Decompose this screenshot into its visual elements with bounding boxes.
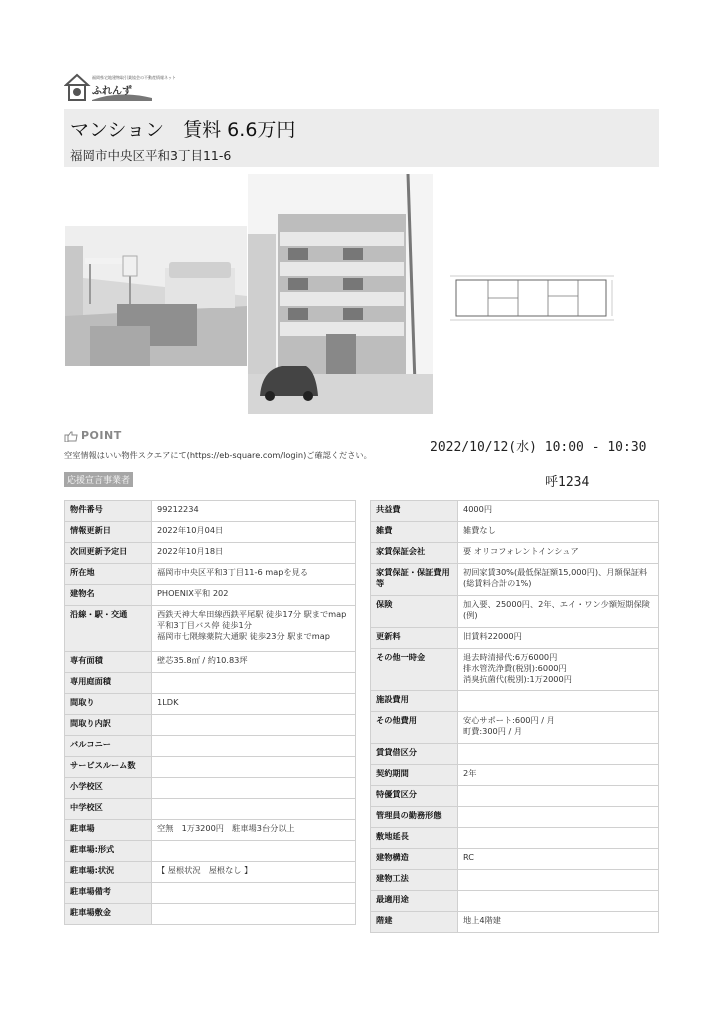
table-row <box>65 652 356 673</box>
row-label: 中学校区 <box>65 799 152 820</box>
row-label: 共益費 <box>371 501 458 522</box>
interior-photo[interactable] <box>65 226 247 366</box>
table-row <box>371 786 659 807</box>
table-row <box>371 649 659 691</box>
row-label: 沿線・駅・交通 <box>65 606 152 652</box>
logo-name: ふれんず <box>92 86 132 97</box>
table-row <box>65 757 356 778</box>
row-value: 1LDK <box>152 694 356 715</box>
row-label: 小学校区 <box>65 778 152 799</box>
support-badge: 応援宣言事業者 <box>64 472 133 487</box>
table-row <box>65 841 356 862</box>
table-row <box>371 712 659 744</box>
row-label: 保険 <box>371 596 458 628</box>
table-row <box>65 606 356 652</box>
floorplan-image[interactable] <box>448 272 620 324</box>
row-label: 雑費 <box>371 522 458 543</box>
table-row <box>65 736 356 757</box>
row-value: 西鉄天神大牟田線西鉄平尾駅 徒歩17分 駅までmap 平和3丁目バス停 徒歩1分 福岡市七隈線薬院大通駅 徒歩23分 駅までmap <box>152 606 356 652</box>
row-value <box>152 904 356 925</box>
table-row <box>371 807 659 828</box>
row-label: サービスルーム数 <box>65 757 152 778</box>
listing-header <box>64 109 659 167</box>
row-label: 管理員の勤務形態 <box>371 807 458 828</box>
row-value: 壁芯35.8㎡ / 約10.83坪 <box>152 652 356 673</box>
table-row <box>65 904 356 925</box>
row-label: 建物構造 <box>371 849 458 870</box>
table-row <box>371 691 659 712</box>
row-label: 駐車場 <box>65 820 152 841</box>
vacancy-notice: 空室情報はいい物件スクエアにて(https://eb-square.com/login)ご確認ください。 <box>64 450 372 460</box>
point-label: POINT <box>81 429 122 442</box>
table-row <box>65 715 356 736</box>
table-row <box>371 564 659 596</box>
row-label: 建物工法 <box>371 870 458 891</box>
table-row <box>65 673 356 694</box>
table-row <box>65 585 356 606</box>
row-value: 99212234 <box>152 501 356 522</box>
table-row <box>371 849 659 870</box>
row-label: 敷地延長 <box>371 828 458 849</box>
row-label: 契約期間 <box>371 765 458 786</box>
table-row <box>65 799 356 820</box>
row-value <box>152 757 356 778</box>
row-value: 2022年10月04日 <box>152 522 356 543</box>
row-value <box>152 715 356 736</box>
row-value: 2022年10月18日 <box>152 543 356 564</box>
call-code: 呼1234 <box>545 475 590 490</box>
row-label: 施設費用 <box>371 691 458 712</box>
row-label: 最適用途 <box>371 891 458 912</box>
listing-title: マンション 賃料 6.6万円 <box>70 119 296 141</box>
row-value <box>152 841 356 862</box>
row-value <box>458 807 659 828</box>
table-row <box>65 564 356 585</box>
table-row <box>371 543 659 564</box>
row-value: 雑費なし <box>458 522 659 543</box>
row-value <box>152 778 356 799</box>
row-value: 2年 <box>458 765 659 786</box>
row-label: 家賃保証会社 <box>371 543 458 564</box>
row-value: 福岡市中央区平和3丁目11-6 mapを見る <box>152 564 356 585</box>
table-row <box>371 828 659 849</box>
point-heading <box>64 429 122 442</box>
row-label: 駐車場敷金 <box>65 904 152 925</box>
row-label: 物件番号 <box>65 501 152 522</box>
table-row <box>65 820 356 841</box>
listing-address: 福岡市中央区平和3丁目11-6 <box>70 148 232 163</box>
row-value: 空無 1万3200円 駐車場3台分以上 <box>152 820 356 841</box>
row-value <box>458 691 659 712</box>
table-row <box>371 891 659 912</box>
table-row <box>371 596 659 628</box>
row-label: 間取り <box>65 694 152 715</box>
row-label: 駐車場備考 <box>65 883 152 904</box>
row-value <box>152 736 356 757</box>
row-value: 退去時清掃代:6万6000円 排水管洗浄費(税別):6000円 消臭抗菌代(税別):1万2000円 <box>458 649 659 691</box>
table-row <box>371 765 659 786</box>
table-row <box>65 883 356 904</box>
row-value <box>458 744 659 765</box>
row-label: バルコニー <box>65 736 152 757</box>
row-label: 情報更新日 <box>65 522 152 543</box>
thumbs-up-icon <box>64 431 78 442</box>
row-value <box>152 799 356 820</box>
row-value: RC <box>458 849 659 870</box>
logo-tagline: 福岡県宅地建物取引業協会の不動産情報ネット <box>92 75 176 80</box>
cost-details-table <box>370 500 659 933</box>
row-value <box>152 883 356 904</box>
table-row <box>371 522 659 543</box>
row-value: 地上4階建 <box>458 912 659 933</box>
row-value <box>458 870 659 891</box>
row-value <box>458 891 659 912</box>
row-value: 4000円 <box>458 501 659 522</box>
row-value: 加入要、25000円、2年、エイ・ワン少額短期保険(例) <box>458 596 659 628</box>
row-label: 所在地 <box>65 564 152 585</box>
row-label: 駐車場:状況 <box>65 862 152 883</box>
row-value: 旧賃料22000円 <box>458 628 659 649</box>
table-row <box>371 870 659 891</box>
table-row <box>371 744 659 765</box>
row-value: 初回家賃30%(最低保証額15,000円)、月額保証料(総賃料合計の1%) <box>458 564 659 596</box>
table-row <box>65 694 356 715</box>
row-value: 安心サポート:600円 / 月 町費:300円 / 月 <box>458 712 659 744</box>
row-value <box>458 828 659 849</box>
row-label: 専用庭面積 <box>65 673 152 694</box>
row-label: 間取り内訳 <box>65 715 152 736</box>
row-label: 更新料 <box>371 628 458 649</box>
table-row <box>371 501 659 522</box>
table-row <box>65 862 356 883</box>
row-value: 要 オリコフォレントインシュア <box>458 543 659 564</box>
table-row <box>65 522 356 543</box>
row-label: 専有面積 <box>65 652 152 673</box>
property-details-table <box>64 500 356 925</box>
row-value: 【 屋根状況 屋根なし 】 <box>152 862 356 883</box>
table-row <box>65 778 356 799</box>
row-label: 次回更新予定日 <box>65 543 152 564</box>
visit-time: 2022/10/12(水) 10:00 - 10:30 <box>430 440 647 455</box>
row-label: 賃貸借区分 <box>371 744 458 765</box>
table-row <box>65 501 356 522</box>
building-photo[interactable] <box>248 174 433 414</box>
row-label: 建物名 <box>65 585 152 606</box>
table-row <box>65 543 356 564</box>
table-row <box>371 628 659 649</box>
row-value: PHOENIX平和 202 <box>152 585 356 606</box>
row-value <box>458 786 659 807</box>
table-row <box>371 912 659 933</box>
row-label: 特優賃区分 <box>371 786 458 807</box>
row-label: その他費用 <box>371 712 458 744</box>
row-label: 家賃保証・保証費用等 <box>371 564 458 596</box>
row-label: 駐車場:形式 <box>65 841 152 862</box>
row-label: 階建 <box>371 912 458 933</box>
row-value <box>152 673 356 694</box>
row-label: その他一時金 <box>371 649 458 691</box>
